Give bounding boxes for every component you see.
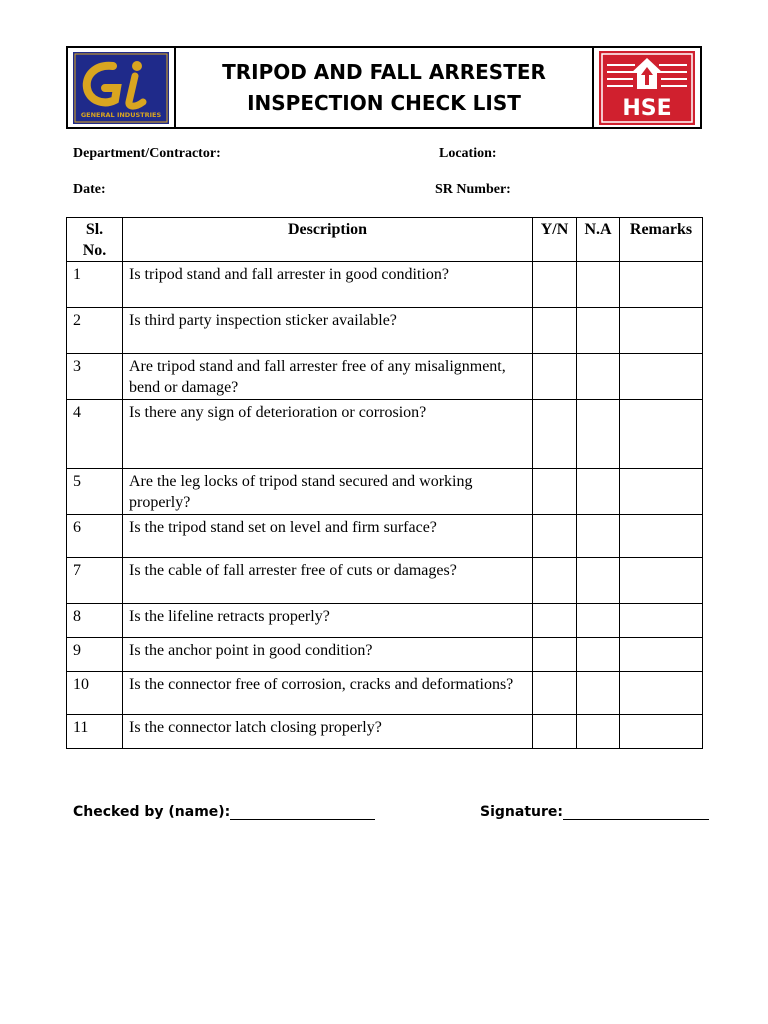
- location-label: Location:: [439, 146, 497, 161]
- title-line-2: INSPECTION CHECK LIST: [247, 90, 521, 115]
- remarks-cell[interactable]: [620, 604, 703, 638]
- table-row: [67, 515, 703, 558]
- hse-logo: [592, 48, 700, 127]
- row-number: 1: [67, 262, 123, 308]
- yn-cell[interactable]: [533, 715, 577, 749]
- checked-by-label: Checked by (name):: [73, 804, 231, 820]
- row-number: 3: [67, 354, 123, 400]
- sr-number-label: SR Number:: [435, 182, 511, 197]
- na-cell[interactable]: [577, 469, 620, 515]
- row-number: 10: [67, 672, 123, 715]
- row-description: Is the anchor point in good condition?: [123, 638, 533, 672]
- row-number: 7: [67, 558, 123, 604]
- table-row: [67, 715, 703, 749]
- hse-logo-text: HSE: [622, 95, 672, 121]
- na-cell[interactable]: [577, 400, 620, 469]
- remarks-cell[interactable]: [620, 354, 703, 400]
- signature-field: [480, 801, 709, 820]
- table-row: [67, 308, 703, 354]
- na-cell[interactable]: [577, 638, 620, 672]
- remarks-cell[interactable]: [620, 308, 703, 354]
- yn-cell[interactable]: [533, 604, 577, 638]
- remarks-cell[interactable]: [620, 638, 703, 672]
- table-row: [67, 354, 703, 400]
- row-number: 11: [67, 715, 123, 749]
- column-header-na: N.A: [577, 218, 620, 262]
- row-description: Are tripod stand and fall arrester free of any misalignment, bend or damage?: [123, 354, 533, 400]
- column-header-remarks: Remarks: [620, 218, 703, 262]
- remarks-cell[interactable]: [620, 262, 703, 308]
- yn-cell[interactable]: [533, 262, 577, 308]
- na-cell[interactable]: [577, 262, 620, 308]
- table-row: [67, 638, 703, 672]
- yn-cell[interactable]: [533, 515, 577, 558]
- na-cell[interactable]: [577, 715, 620, 749]
- table-row: [67, 262, 703, 308]
- table-header-row: [67, 218, 703, 262]
- row-description: Are the leg locks of tripod stand secured and working properly?: [123, 469, 533, 515]
- na-cell[interactable]: [577, 308, 620, 354]
- department-contractor-label: Department/Contractor:: [73, 146, 221, 161]
- row-number: 5: [67, 469, 123, 515]
- document-header: [66, 46, 702, 129]
- remarks-cell[interactable]: [620, 558, 703, 604]
- row-number: 4: [67, 400, 123, 469]
- row-number: 8: [67, 604, 123, 638]
- table-row: [67, 469, 703, 515]
- na-cell[interactable]: [577, 672, 620, 715]
- yn-cell[interactable]: [533, 354, 577, 400]
- table-row: [67, 558, 703, 604]
- column-header-yn: Y/N: [533, 218, 577, 262]
- column-header-description: Description: [123, 218, 533, 262]
- row-description: Is the connector latch closing properly?: [123, 715, 533, 749]
- yn-cell[interactable]: [533, 558, 577, 604]
- document-title: [176, 48, 592, 127]
- remarks-cell[interactable]: [620, 469, 703, 515]
- inspection-checklist-table: [66, 217, 703, 749]
- column-header-sl-no: Sl. No.: [67, 218, 123, 262]
- signature-label: Signature:: [480, 804, 563, 820]
- na-cell[interactable]: [577, 515, 620, 558]
- row-number: 9: [67, 638, 123, 672]
- row-description: Is tripod stand and fall arrester in good condition?: [123, 262, 533, 308]
- checked-by-field: [73, 801, 375, 820]
- row-number: 6: [67, 515, 123, 558]
- remarks-cell[interactable]: [620, 672, 703, 715]
- table-row: [67, 400, 703, 469]
- remarks-cell[interactable]: [620, 515, 703, 558]
- general-industries-logo: [68, 48, 176, 127]
- checked-by-line[interactable]: [230, 801, 375, 820]
- row-description: Is the cable of fall arrester free of cuts or damages?: [123, 558, 533, 604]
- table-row: [67, 672, 703, 715]
- yn-cell[interactable]: [533, 308, 577, 354]
- signature-line[interactable]: [563, 801, 709, 820]
- yn-cell[interactable]: [533, 672, 577, 715]
- row-description: Is third party inspection sticker available?: [123, 308, 533, 354]
- remarks-cell[interactable]: [620, 400, 703, 469]
- yn-cell[interactable]: [533, 638, 577, 672]
- yn-cell[interactable]: [533, 469, 577, 515]
- row-description: Is the tripod stand set on level and firm surface?: [123, 515, 533, 558]
- na-cell[interactable]: [577, 604, 620, 638]
- title-line-1: TRIPOD AND FALL ARRESTER: [222, 59, 546, 84]
- row-number: 2: [67, 308, 123, 354]
- remarks-cell[interactable]: [620, 715, 703, 749]
- table-row: [67, 604, 703, 638]
- row-description: Is the lifeline retracts properly?: [123, 604, 533, 638]
- row-description: Is the connector free of corrosion, cracks and deformations?: [123, 672, 533, 715]
- na-cell[interactable]: [577, 354, 620, 400]
- na-cell[interactable]: [577, 558, 620, 604]
- logo-company-name: GENERAL INDUSTRIES: [80, 110, 162, 119]
- yn-cell[interactable]: [533, 400, 577, 469]
- date-label: Date:: [73, 182, 106, 197]
- row-description: Is there any sign of deterioration or corrosion?: [123, 400, 533, 469]
